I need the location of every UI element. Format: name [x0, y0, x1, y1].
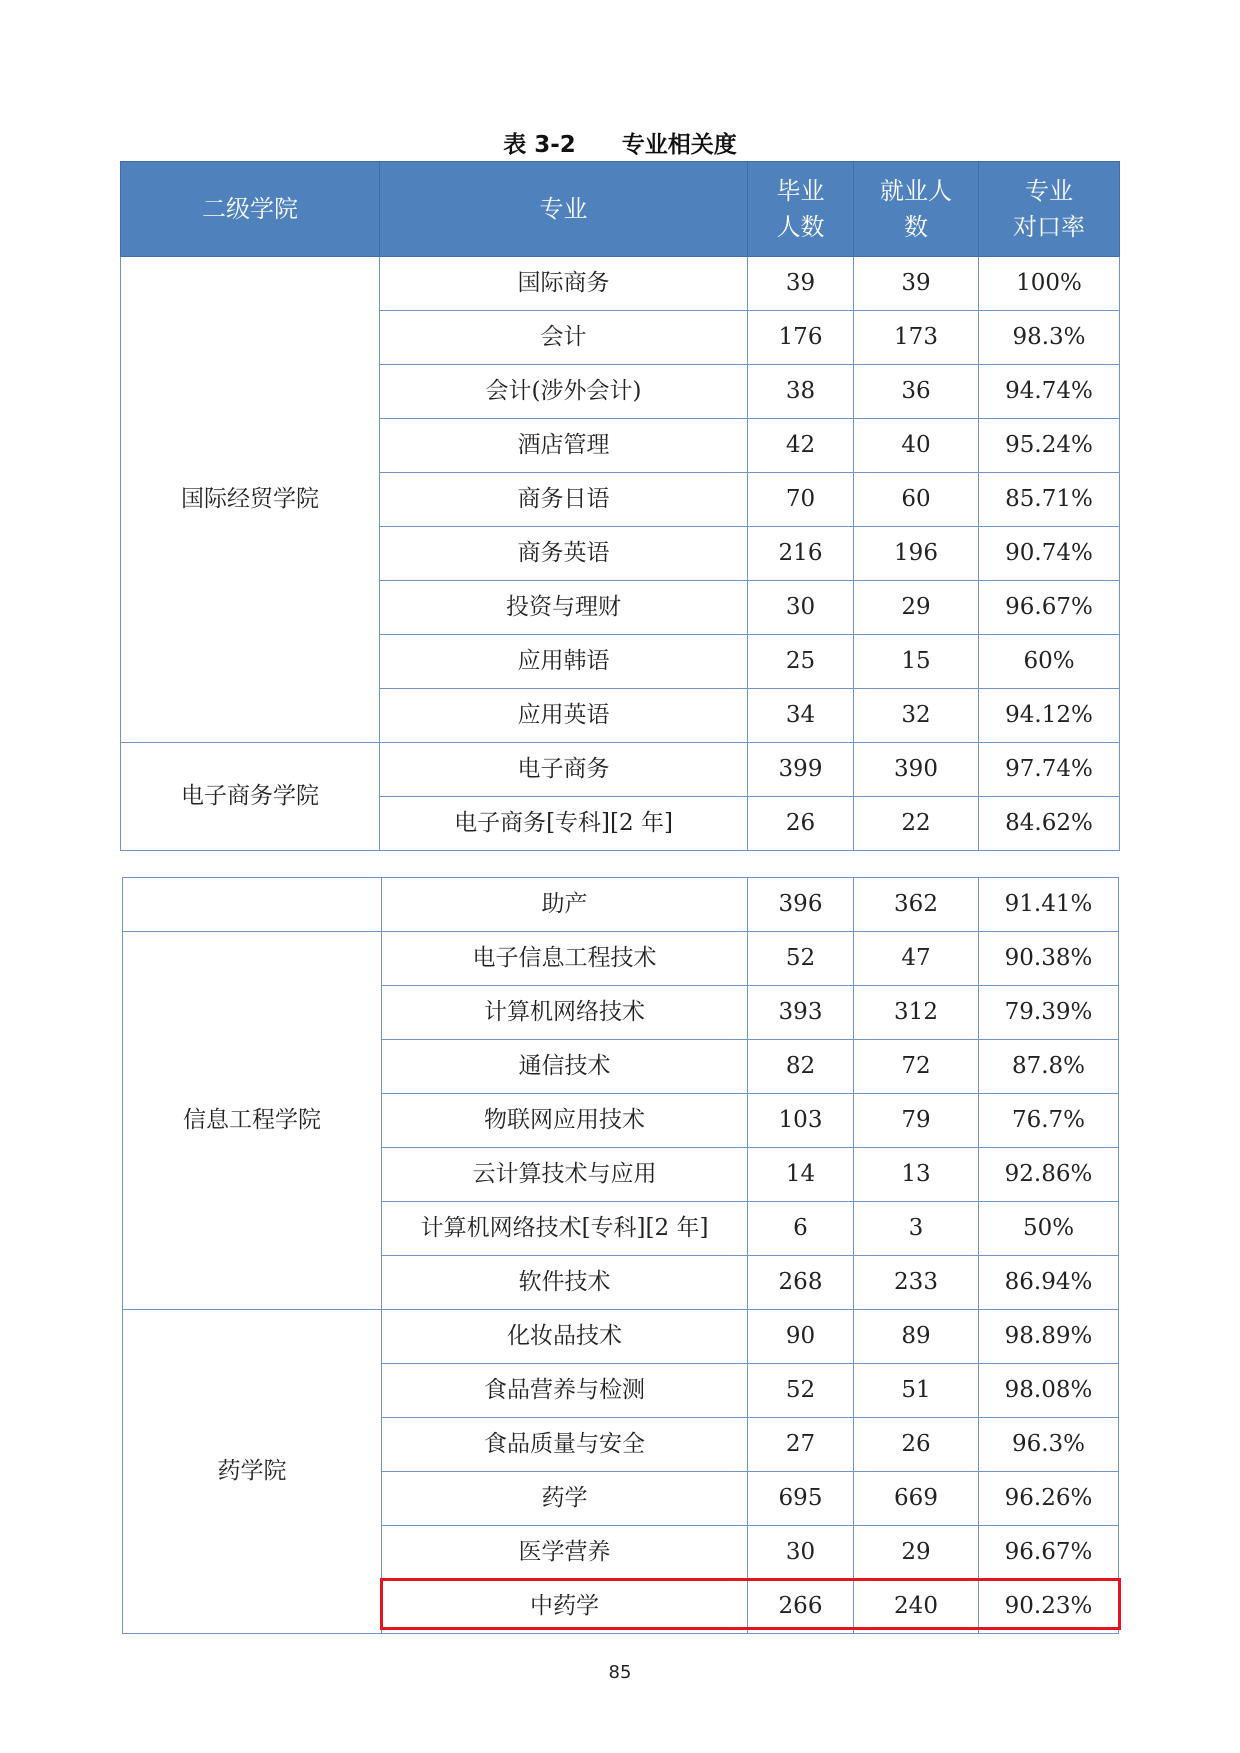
- employed-cell: 36: [854, 365, 979, 419]
- major-cell: 酒店管理: [380, 419, 748, 473]
- relevance-rate-cell: 100%: [979, 257, 1120, 311]
- major-cell: 应用英语: [380, 689, 748, 743]
- employed-cell: 72: [854, 1040, 979, 1094]
- graduates-cell: 39: [748, 257, 854, 311]
- major-cell: 药学: [382, 1472, 748, 1526]
- major-cell: 医学营养: [382, 1526, 748, 1580]
- relevance-rate-cell: 96.26%: [979, 1472, 1119, 1526]
- relevance-rate-cell: 87.8%: [979, 1040, 1119, 1094]
- graduates-cell: 103: [748, 1094, 854, 1148]
- table-row: [123, 1310, 1119, 1364]
- major-cell: 助产: [382, 878, 748, 932]
- college-cell: [123, 878, 382, 932]
- table-row: [121, 743, 1120, 797]
- graduates-cell: 38: [748, 365, 854, 419]
- header-graduates: [748, 162, 854, 257]
- major-cell: 通信技术: [382, 1040, 748, 1094]
- relevance-rate-cell: 86.94%: [979, 1256, 1119, 1310]
- college-cell: 信息工程学院: [123, 932, 382, 1310]
- relevance-rate-cell: 90.74%: [979, 527, 1120, 581]
- graduates-cell: 70: [748, 473, 854, 527]
- relevance-rate-cell: 94.74%: [979, 365, 1120, 419]
- header-relevance-rate-text: 专业 对口率: [1013, 177, 1085, 241]
- header-relevance-rate: [979, 162, 1120, 257]
- relevance-rate-cell: 94.12%: [979, 689, 1120, 743]
- relevance-rate-cell: 96.3%: [979, 1418, 1119, 1472]
- employed-cell: 233: [854, 1256, 979, 1310]
- relevance-rate-cell: 84.62%: [979, 797, 1120, 851]
- college-cell: 国际经贸学院: [121, 257, 380, 743]
- major-cell: 应用韩语: [380, 635, 748, 689]
- employed-cell: 40: [854, 419, 979, 473]
- graduates-cell: 393: [748, 986, 854, 1040]
- employed-cell: 32: [854, 689, 979, 743]
- graduates-cell: 30: [748, 1526, 854, 1580]
- graduates-cell: 6: [748, 1202, 854, 1256]
- major-cell: 计算机网络技术[专科][2 年]: [382, 1202, 748, 1256]
- graduates-cell: 216: [748, 527, 854, 581]
- major-cell: 投资与理财: [380, 581, 748, 635]
- employed-cell: 51: [854, 1364, 979, 1418]
- graduates-cell: 90: [748, 1310, 854, 1364]
- employed-cell: 89: [854, 1310, 979, 1364]
- major-cell: 物联网应用技术: [382, 1094, 748, 1148]
- relevance-rate-cell: 96.67%: [979, 1526, 1119, 1580]
- college-cell: 药学院: [123, 1310, 382, 1634]
- employed-cell: 39: [854, 257, 979, 311]
- relevance-rate-cell: 98.08%: [979, 1364, 1119, 1418]
- relevance-rate-cell: 92.86%: [979, 1148, 1119, 1202]
- employed-cell: 669: [854, 1472, 979, 1526]
- table-body-part-2: [123, 878, 1119, 1634]
- major-cell: 计算机网络技术: [382, 986, 748, 1040]
- major-cell: 会计: [380, 311, 748, 365]
- employed-cell: 390: [854, 743, 979, 797]
- employed-cell: 362: [854, 878, 979, 932]
- table-row: [123, 932, 1119, 986]
- relevance-rate-cell: 98.3%: [979, 311, 1120, 365]
- relevance-table-part-1: [120, 161, 1120, 851]
- relevance-rate-cell: 98.89%: [979, 1310, 1119, 1364]
- graduates-cell: 399: [748, 743, 854, 797]
- major-cell: 食品营养与检测: [382, 1364, 748, 1418]
- employed-cell: 60: [854, 473, 979, 527]
- employed-cell: 173: [854, 311, 979, 365]
- major-cell: 云计算技术与应用: [382, 1148, 748, 1202]
- graduates-cell: 396: [748, 878, 854, 932]
- major-cell: 软件技术: [382, 1256, 748, 1310]
- employed-cell: 13: [854, 1148, 979, 1202]
- table-caption: 表 3-2 专业相关度: [503, 132, 737, 158]
- employed-cell: 79: [854, 1094, 979, 1148]
- header-graduates-text: 毕业 人数: [776, 177, 825, 241]
- major-cell: 电子商务[专科][2 年]: [380, 797, 748, 851]
- header-employed-text: 就业人 数: [880, 177, 952, 241]
- graduates-cell: 268: [748, 1256, 854, 1310]
- relevance-rate-cell: 76.7%: [979, 1094, 1119, 1148]
- major-cell: 商务英语: [380, 527, 748, 581]
- major-cell: 食品质量与安全: [382, 1418, 748, 1472]
- major-cell: 国际商务: [380, 257, 748, 311]
- relevance-rate-cell: 50%: [979, 1202, 1119, 1256]
- relevance-rate-cell: 95.24%: [979, 419, 1120, 473]
- employed-cell: 22: [854, 797, 979, 851]
- table-body-part-1: [121, 257, 1120, 851]
- major-cell: 电子信息工程技术: [382, 932, 748, 986]
- graduates-cell: 14: [748, 1148, 854, 1202]
- college-cell: 电子商务学院: [121, 743, 380, 851]
- employed-cell: 47: [854, 932, 979, 986]
- relevance-rate-cell: 79.39%: [979, 986, 1119, 1040]
- relevance-rate-cell: 85.71%: [979, 473, 1120, 527]
- graduates-cell: 27: [748, 1418, 854, 1472]
- employed-cell: 196: [854, 527, 979, 581]
- employed-cell: 29: [854, 1526, 979, 1580]
- major-cell: 中药学: [382, 1580, 748, 1634]
- relevance-table-part-2: [122, 877, 1119, 1634]
- major-cell: 会计(涉外会计): [380, 365, 748, 419]
- graduates-cell: 52: [748, 932, 854, 986]
- table-row: [121, 257, 1120, 311]
- graduates-cell: 30: [748, 581, 854, 635]
- relevance-rate-cell: 97.74%: [979, 743, 1120, 797]
- relevance-rate-cell: 96.67%: [979, 581, 1120, 635]
- graduates-cell: 42: [748, 419, 854, 473]
- header-major: 专业: [380, 162, 748, 257]
- major-cell: 电子商务: [380, 743, 748, 797]
- page-number: 85: [608, 1662, 632, 1683]
- employed-cell: 240: [854, 1580, 979, 1634]
- employed-cell: 29: [854, 581, 979, 635]
- graduates-cell: 695: [748, 1472, 854, 1526]
- major-cell: 化妆品技术: [382, 1310, 748, 1364]
- major-cell: 商务日语: [380, 473, 748, 527]
- relevance-rate-cell: 90.23%: [979, 1580, 1119, 1634]
- relevance-rate-cell: 90.38%: [979, 932, 1119, 986]
- relevance-rate-cell: 60%: [979, 635, 1120, 689]
- header-college: 二级学院: [121, 162, 380, 257]
- header-employed: [854, 162, 979, 257]
- table-header-row: [121, 162, 1120, 257]
- table-row: [123, 878, 1119, 932]
- employed-cell: 26: [854, 1418, 979, 1472]
- employed-cell: 312: [854, 986, 979, 1040]
- graduates-cell: 82: [748, 1040, 854, 1094]
- graduates-cell: 52: [748, 1364, 854, 1418]
- relevance-rate-cell: 91.41%: [979, 878, 1119, 932]
- graduates-cell: 176: [748, 311, 854, 365]
- graduates-cell: 25: [748, 635, 854, 689]
- graduates-cell: 26: [748, 797, 854, 851]
- employed-cell: 15: [854, 635, 979, 689]
- graduates-cell: 266: [748, 1580, 854, 1634]
- graduates-cell: 34: [748, 689, 854, 743]
- employed-cell: 3: [854, 1202, 979, 1256]
